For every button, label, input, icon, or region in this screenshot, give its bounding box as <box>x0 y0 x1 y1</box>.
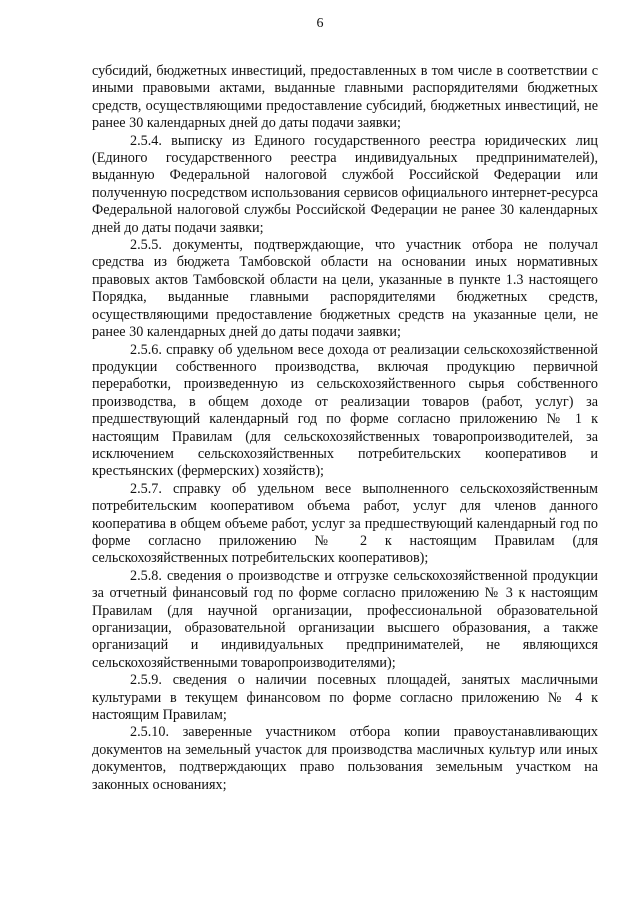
paragraph-item-2-5-5: 2.5.5. документы, подтверждающие, что участник отбора не получал средства из бюджета Тамбовской области на основании иных нормативных правовых актов Тамбовской области на цели, указанные в пункте 1.3 настоящего Порядка, выданные главными распорядителями бюджетных средств, осуществляющими предоставление бюджетных средств на указанные цели, не ранее 30 календарных дней до даты подачи заявки; <box>92 237 598 341</box>
page-number: 6 <box>316 16 324 31</box>
paragraph-item-2-5-10: 2.5.10. заверенные участником отбора копии правоустанавливающих документов на земельный участок для производства масличных культур или иных документов, подтверждающих право пользования земельным участком на законных основаниях; <box>92 724 598 793</box>
document-body <box>92 63 598 794</box>
paragraph-item-2-5-6: 2.5.6. справку об удельном весе дохода от реализации сельскохозяйственной продукции собственного производства, включая продукцию первичной переработки, произведенную из сельскохозяйственного сырья собственного производства, в общем доходе от реализации товаров (работ, услуг) за предшествующий календарный год по форме согласно приложению № 1 к настоящим Правилам (для сельскохозяйственных товаропроизводителей, за исключением сельскохозяйственных потребительских кооперативов и крестьянских (фермерских) хозяйств); <box>92 341 598 480</box>
paragraph-item-2-5-4: 2.5.4. выписку из Единого государственного реестра юридических лиц (Единого государственного реестра индивидуальных предпринимателей), выданную Федеральной налоговой службой Российской Федерации или полученную посредством использования сервисов официального интернет-ресурса Федеральной налоговой службы Российской Федерации не ранее 30 календарных дней до даты подачи заявки; <box>92 132 598 236</box>
paragraph-item-2-5-9: 2.5.9. сведения о наличии посевных площадей, занятых масличными культурами в текущем финансовом по форме согласно приложению № 4 к настоящим Правилам; <box>92 672 598 724</box>
paragraph-item-2-5-7: 2.5.7. справку об удельном весе выполненного сельскохозяйственным потребительским кооперативом объема работ, услуг для членов данного кооператива в общем объеме работ, услуг за предшествующий календарный год по форме согласно приложению № 2 к настоящим Правилам (для сельскохозяйственных потребительских кооперативов); <box>92 480 598 567</box>
paragraph-continuation: субсидий, бюджетных инвестиций, предоставленных в том числе в соответствии с иными правовыми актами, выданные главными распорядителями бюджетных средств, осуществляющими предоставление субсидий, бюджетных инвестиций, не ранее 30 календарных дней до даты подачи заявки; <box>92 63 598 132</box>
paragraph-item-2-5-8: 2.5.8. сведения о производстве и отгрузке сельскохозяйственной продукции за отчетный финансовый год по форме согласно приложению № 3 к настоящим Правилам (для научной организации, профессиональной образовательной организации, образовательной организации высшего образования, а также организаций и индивидуальных предпринимателей, не являющихся сельскохозяйственными товаропроизводителями); <box>92 567 598 671</box>
